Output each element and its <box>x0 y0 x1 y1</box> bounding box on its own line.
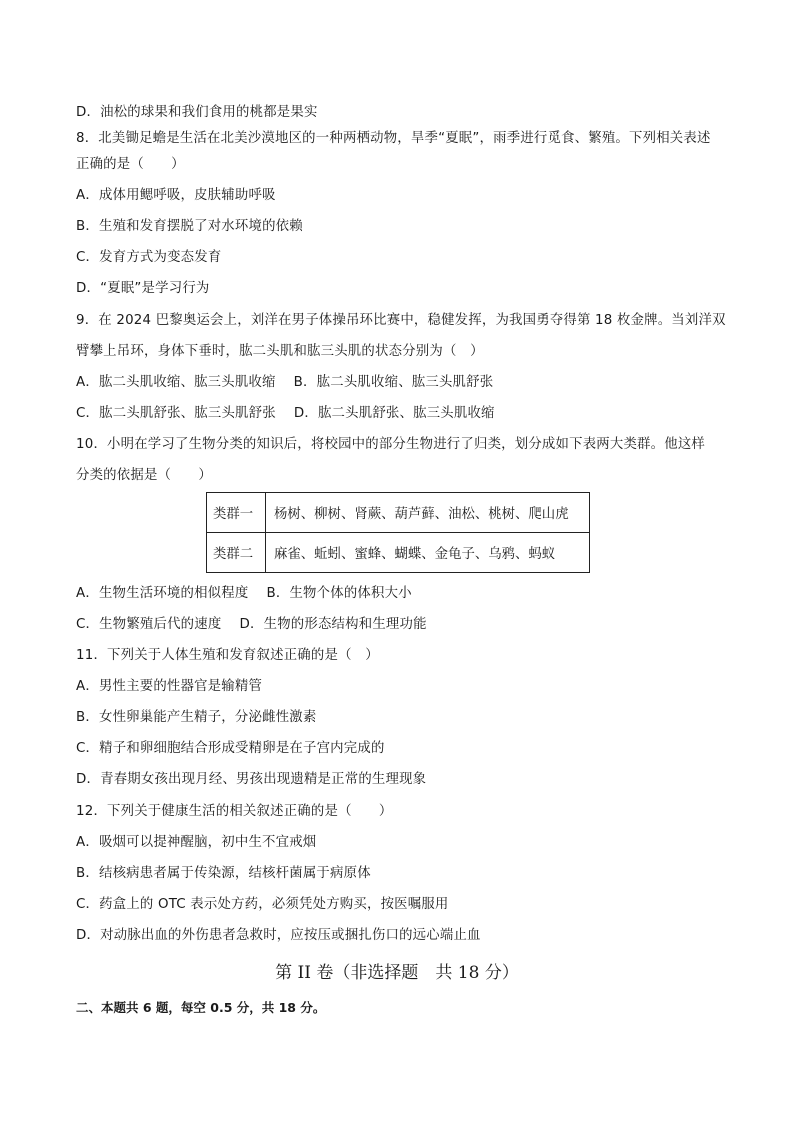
q8-stem-line1: 8．北美锄足蟾是生活在北美沙漠地区的一种两栖动物，旱季“夏眠”，雨季进行觅食、繁殖。下列相关表述 <box>76 131 711 146</box>
q8-stem-line2: 正确的是（ ） <box>76 157 185 172</box>
q11-option-c: C．精子和卵细胞结合形成受精卵是在子宫内完成的 <box>76 741 385 756</box>
group-label: 类群二 <box>207 533 266 573</box>
part-two-instruction: 二、本题共 6 题，每空 0.5 分，共 18 分。 <box>76 1000 326 1015</box>
q12-option-d: D．对动脉出血的外伤患者急救时，应按压或捆扎伤口的远心端止血 <box>76 928 481 943</box>
group-label: 类群一 <box>207 493 266 533</box>
q10-options-cd: C．生物繁殖后代的速度 D．生物的形态结构和生理功能 <box>76 617 427 632</box>
q9-stem-line2: 臂攀上吊环，身体下垂时，肱二头肌和肱三头肌的状态分别为（ ） <box>76 344 484 359</box>
q7-option-d: D．油松的球果和我们食用的桃都是果实 <box>76 105 318 120</box>
part-two-title: 第 II 卷（非选择题 共 18 分） <box>275 963 519 983</box>
group-members: 杨树、柳树、肾蕨、葫芦藓、油松、桃树、爬山虎 <box>266 493 590 533</box>
q11-stem: 11．下列关于人体生殖和发育叙述正确的是（ ） <box>76 648 379 663</box>
q12-option-a: A．吸烟可以提神醒脑，初中生不宜戒烟 <box>76 835 317 850</box>
q12-option-c: C．药盒上的 OTC 表示处方药，必须凭处方购买，按医嘱服用 <box>76 897 449 912</box>
q8-option-c: C．发育方式为变态发育 <box>76 250 222 265</box>
q9-options-ab: A．肱二头肌收缩、肱三头肌收缩 B．肱二头肌收缩、肱三头肌舒张 <box>76 375 494 390</box>
q10-stem-line2: 分类的依据是（ ） <box>76 468 212 483</box>
q8-option-a: A．成体用鳃呼吸，皮肤辅助呼吸 <box>76 188 276 203</box>
table-row <box>207 533 590 573</box>
q10-options-ab: A．生物生活环境的相似程度 B．生物个体的体积大小 <box>76 586 412 601</box>
q12-option-b: B．结核病患者属于传染源，结核杆菌属于病原体 <box>76 866 371 881</box>
q11-option-a: A．男性主要的性器官是输精管 <box>76 679 263 694</box>
q10-stem-line1: 10．小明在学习了生物分类的知识后，将校园中的部分生物进行了归类，划分成如下表两大类群。他这样 <box>76 437 706 452</box>
q11-option-d: D．青春期女孩出现月经、男孩出现遗精是正常的生理现象 <box>76 772 427 787</box>
table-row <box>207 493 590 533</box>
q8-option-b: B．生殖和发育摆脱了对水环境的依赖 <box>76 219 303 234</box>
q8-option-d: D．“夏眠”是学习行为 <box>76 281 210 296</box>
q12-stem: 12．下列关于健康生活的相关叙述正确的是（ ） <box>76 804 393 819</box>
group-members: 麻雀、蚯蚓、蜜蜂、蝴蝶、金龟子、乌鸦、蚂蚁 <box>266 533 590 573</box>
q9-options-cd: C．肱二头肌舒张、肱三头肌舒张 D．肱二头肌舒张、肱三头肌收缩 <box>76 406 495 421</box>
q11-option-b: B．女性卵巢能产生精子，分泌雌性激素 <box>76 710 317 725</box>
q9-stem-line1: 9．在 2024 巴黎奥运会上，刘洋在男子体操吊环比赛中，稳健发挥，为我国勇夺得第 18 枚金牌。当刘洋双 <box>76 313 726 328</box>
classification-table <box>206 492 590 573</box>
